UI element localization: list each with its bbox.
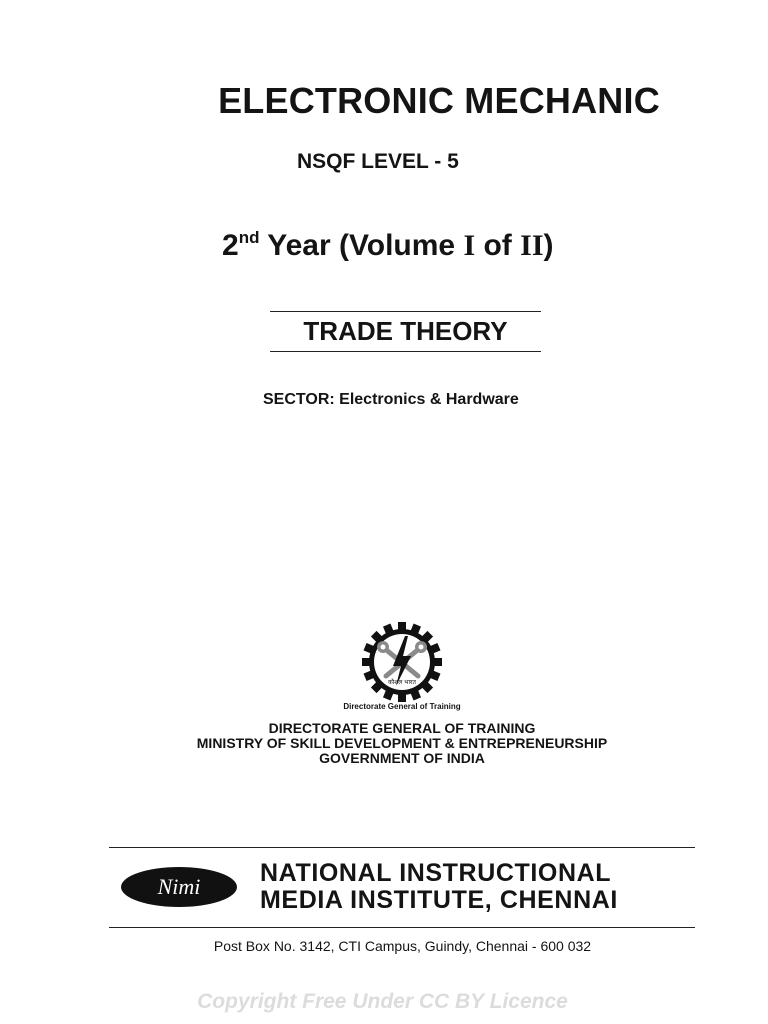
authority-line-2: MINISTRY OF SKILL DEVELOPMENT & ENTREPRENEURSHIP bbox=[196, 735, 608, 751]
year-suffix: nd bbox=[238, 228, 260, 247]
volume-total: II bbox=[520, 229, 544, 262]
publisher-name-line-1: NATIONAL INSTRUCTIONAL bbox=[260, 859, 612, 887]
publisher-rule-top bbox=[109, 847, 695, 848]
subtitle: TRADE THEORY bbox=[303, 316, 508, 346]
authority-line-1: DIRECTORATE GENERAL OF TRAINING bbox=[268, 720, 536, 736]
book-title: ELECTRONIC MECHANIC bbox=[218, 80, 660, 121]
copyright-watermark: Copyright Free Under CC BY Licence bbox=[197, 990, 568, 1013]
volume-number: I bbox=[463, 229, 476, 262]
year-volume bbox=[222, 229, 554, 263]
publisher-rule-bottom bbox=[109, 927, 695, 928]
year-number: 2 bbox=[222, 229, 239, 262]
dgt-caption: Directorate General of Training bbox=[343, 702, 461, 711]
subtitle-rule-bottom bbox=[270, 351, 541, 352]
nsqf-level: NSQF LEVEL - 5 bbox=[297, 150, 459, 173]
nimi-logo-text: Nimi bbox=[157, 874, 201, 899]
publisher-name bbox=[260, 860, 618, 914]
year-text: Year (Volume bbox=[259, 229, 464, 262]
nimi-logo bbox=[120, 866, 238, 908]
publisher-name-line-2: MEDIA INSTITUTE, CHENNAI bbox=[260, 886, 618, 914]
authority-block bbox=[160, 721, 644, 766]
sector-label: SECTOR: Electronics & Hardware bbox=[263, 391, 519, 408]
subtitle-rule-top bbox=[270, 311, 541, 312]
year-close: ) bbox=[543, 229, 554, 262]
authority-line-3: GOVERNMENT OF INDIA bbox=[319, 750, 485, 766]
emblem-text: कौशल भारत bbox=[388, 679, 416, 686]
year-of: of bbox=[475, 229, 521, 262]
publisher-address: Post Box No. 3142, CTI Campus, Guindy, Chennai - 600 032 bbox=[213, 938, 592, 954]
dgt-gear-emblem-icon bbox=[360, 622, 444, 702]
